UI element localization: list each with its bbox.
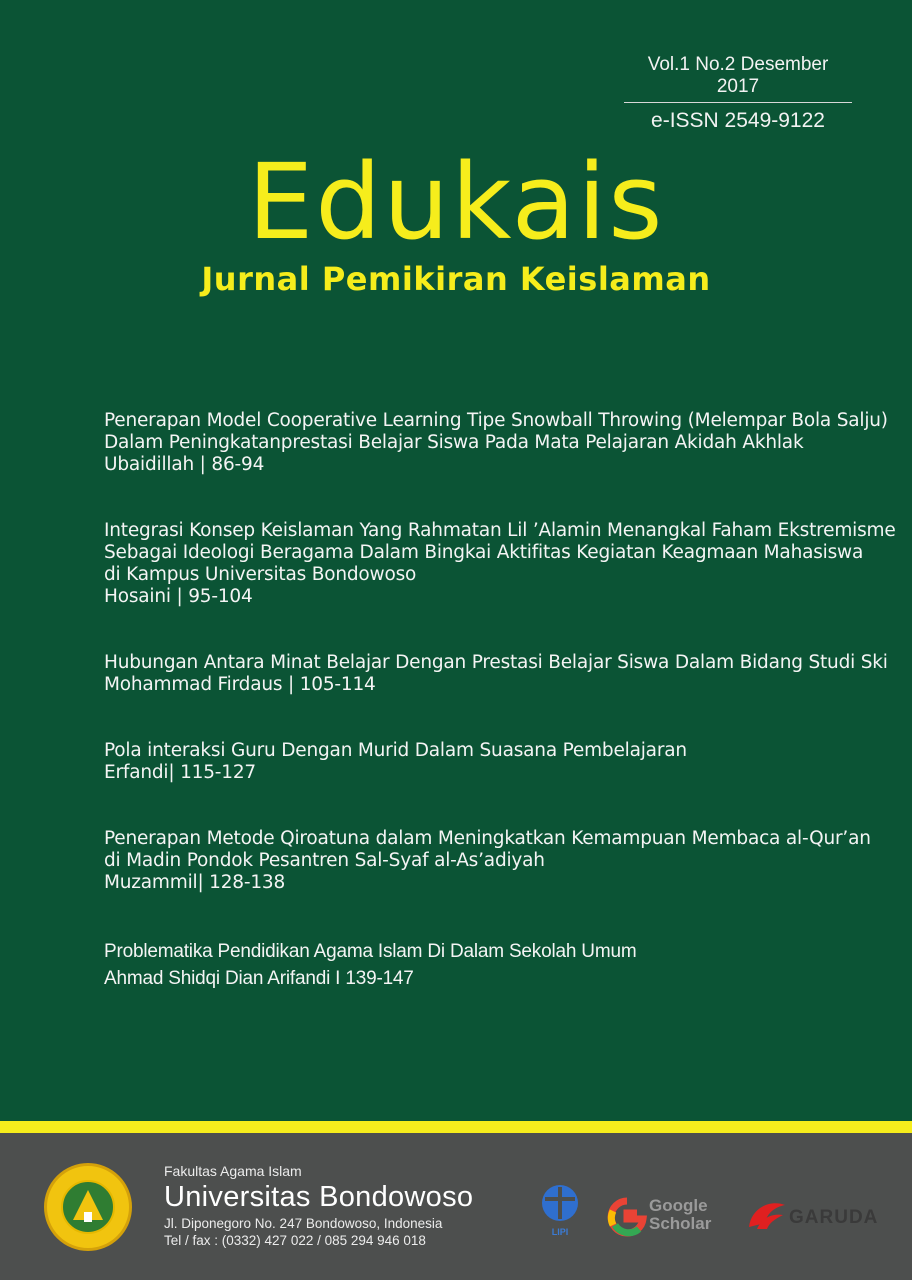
google-scholar-line2: Scholar (649, 1214, 712, 1233)
article-author-pages: Mohammad Firdaus | 105-114 (104, 674, 376, 695)
lipi-logo-icon (535, 1183, 585, 1239)
masthead (0, 141, 912, 298)
article-entry (104, 520, 896, 608)
article-entry (104, 652, 888, 696)
university-seal-icon (44, 1163, 132, 1251)
issn: e-ISSN 2549-9122 (651, 109, 825, 132)
faculty-name: Fakultas Agama Islam (164, 1163, 302, 1179)
phone: Tel / fax : (0332) 427 022 / 085 294 946 018 (164, 1233, 426, 1248)
article-author-pages: Hosaini | 95-104 (104, 586, 253, 607)
google-scholar-line1: Google (649, 1196, 708, 1215)
article-author-pages: Ahmad Shidqi Dian Arifandi I 139-147 (104, 968, 414, 989)
google-scholar-logo-icon (607, 1195, 725, 1239)
article-line: Sebagai Ideologi Beragama Dalam Bingkai Aktifitas Kegiatan Keagmaan Mahasiswa (104, 542, 864, 563)
yellow-divider (0, 1121, 912, 1133)
google-scholar-text (649, 1197, 711, 1233)
article-author-pages: Erfandi| 115-127 (104, 762, 256, 783)
article-line: Problematika Pendidikan Agama Islam Di Dalam Sekolah Umum (104, 941, 637, 962)
journal-subtitle: Jurnal Pemikiran Keislaman (201, 260, 711, 298)
article-author-pages: Muzammil| 128-138 (104, 872, 286, 893)
article-line: Dalam Peningkatanprestasi Belajar Siswa Pada Mata Pelajaran Akidah Akhlak (104, 432, 804, 453)
article-author-pages: Ubaidillah | 86-94 (104, 454, 265, 475)
garuda-text: GARUDA (789, 1207, 879, 1228)
article-entry (104, 828, 884, 894)
university-name: Universitas Bondowoso (164, 1181, 474, 1213)
article-line: Penerapan Model Cooperative Learning Tipe Snowball Throwing (Melempar Bola Salju) (104, 410, 888, 431)
address: Jl. Diponegoro No. 247 Bondowoso, Indonesia (164, 1216, 443, 1231)
article-entry (104, 410, 888, 476)
footer (0, 1133, 912, 1280)
article-line: di Madin Pondok Pesantren Sal-Syaf al-As’adiyah (104, 850, 545, 871)
seal-emblem (61, 1180, 115, 1234)
article-entry (104, 740, 884, 784)
issue-info (624, 54, 852, 133)
institution-block (164, 1163, 473, 1248)
volume-line: Vol.1 No.2 Desember 2017 (624, 54, 852, 103)
journal-title: Edukais (247, 141, 665, 263)
lipi-label: LIPI (551, 1227, 569, 1237)
article-line: Penerapan Metode Qiroatuna dalam Meningkatkan Kemampuan Membaca al-Qur’an (104, 828, 871, 849)
article-line: Integrasi Konsep Keislaman Yang Rahmatan Lil ’Alamin Menangkal Faham Ekstremisme (104, 520, 896, 541)
article-line: Hubungan Antara Minat Belajar Dengan Prestasi Belajar Siswa Dalam Bidang Studi Ski (104, 652, 888, 673)
garuda-logo-icon (745, 1197, 895, 1237)
table-of-contents (104, 410, 896, 992)
article-entry (104, 938, 884, 992)
article-line: di Kampus Universitas Bondowoso (104, 564, 417, 585)
article-line: Pola interaksi Guru Dengan Murid Dalam Suasana Pembelajaran (104, 740, 687, 761)
